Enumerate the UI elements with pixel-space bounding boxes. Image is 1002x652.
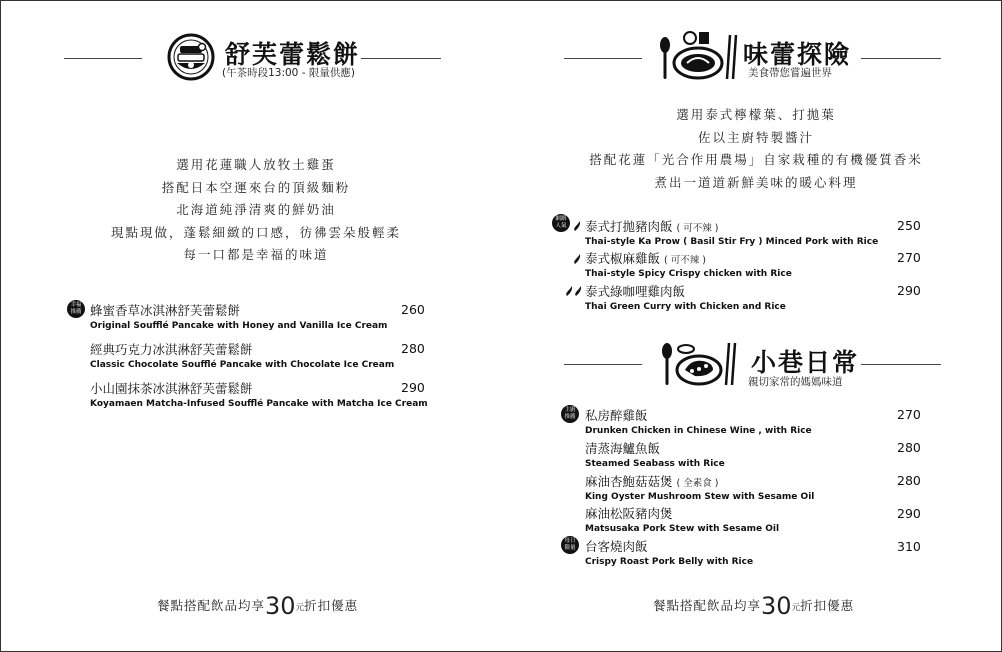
item-name-zh: 私房醉雞飯 <box>585 408 648 423</box>
left-header-rule-right <box>361 58 441 59</box>
menu-item <box>90 340 394 370</box>
happiness-recommend-badge: 幸福 推薦 <box>67 300 85 318</box>
item-name-en: Steamed Seabass with Rice <box>585 459 725 469</box>
menu-item <box>585 249 792 279</box>
item-price: 250 <box>897 218 921 233</box>
item-price: 280 <box>897 473 921 488</box>
menu-item <box>90 379 428 409</box>
popular-online-badge: 網路 人氣 <box>552 214 570 232</box>
intro-line: 搭配日本空運來台的頂級麵粉 <box>161 179 351 195</box>
item-name-en: Thai Green Curry with Chicken and Rice <box>585 302 786 312</box>
item-name-zh: 泰式打拋豬肉飯 <box>585 219 673 234</box>
menu-item <box>585 537 753 567</box>
left-section-title: 舒芙蕾鬆餅 <box>225 40 361 69</box>
alley-section-subtitle: 親切家常的媽媽味道 <box>748 376 843 388</box>
intro-line: 搭配花蓮「光合作用農場」自家栽種的有機優質香米 <box>589 152 923 167</box>
left-header-rule-left <box>64 58 142 59</box>
item-name-zh: 台客燒肉飯 <box>585 539 648 554</box>
item-name-zh: 泰式綠咖哩雞肉飯 <box>585 284 686 299</box>
menu-item <box>585 282 786 312</box>
item-note: ( 可不辣 ) <box>676 223 719 234</box>
item-name-en: Koyamaen Matcha-Infused Soufflé Pancake with Matcha Ice Cream <box>90 399 428 409</box>
item-name-en: Thai-style Spicy Crispy chicken with Rice <box>585 269 792 279</box>
item-name-zh: 蜂蜜香草冰淇淋舒芙蕾鬆餅 <box>90 303 241 318</box>
menu-item <box>585 217 878 247</box>
item-name-zh: 麻油松阪豬肉煲 <box>585 506 673 521</box>
left-intro <box>91 154 421 267</box>
item-name-zh: 經典巧克力冰淇淋舒芙蕾鬆餅 <box>90 342 253 357</box>
chili-pepper-icon <box>572 250 582 269</box>
item-name-en: Drunken Chicken in Chinese Wine , with Rice <box>585 426 812 436</box>
thai-intro <box>586 104 926 194</box>
item-name-en: Classic Chocolate Soufflé Pancake with Chocolate Ice Cream <box>90 360 395 370</box>
item-price: 290 <box>897 283 921 298</box>
daily-limited-badge: 每日 限量 <box>561 536 579 554</box>
pancake-bowl-icon <box>166 33 216 81</box>
intro-line: 北海道純淨清爽的鮮奶油 <box>176 202 336 217</box>
item-name-zh: 麻油杏鮑菇菇煲 <box>585 474 673 489</box>
item-name-en: Crispy Roast Pork Belly with Rice <box>585 557 754 567</box>
chef-recommend-badge: 主廚 推薦 <box>561 405 579 423</box>
intro-line: 選用泰式檸檬葉、打拋葉 <box>676 107 836 122</box>
item-price: 270 <box>897 250 921 265</box>
item-name-en: Original Soufflé Pancake with Honey and Vanilla Ice Cream <box>90 321 388 331</box>
thai-section-title: 味蕾探險 <box>743 40 852 69</box>
alley-header-rule-left <box>564 364 642 365</box>
item-name-zh: 小山園抹茶冰淇淋舒芙蕾鬆餅 <box>90 381 253 396</box>
alley-header-rule-right <box>861 364 941 365</box>
right-footer-note: 餐點搭配飲品均享30元折扣優惠 <box>653 592 855 620</box>
thai-header-rule-left <box>564 58 642 59</box>
chili-pepper-icon <box>573 282 583 301</box>
menu-item <box>585 504 779 534</box>
intro-line: 煮出一道道新鮮美味的暖心料理 <box>654 174 858 190</box>
intro-line: 佐以主廚特製醬汁 <box>697 129 814 145</box>
thai-dish-icon <box>657 29 741 81</box>
item-note: ( 全素食 ) <box>676 478 719 489</box>
alley-section-title: 小巷日常 <box>751 348 860 377</box>
thai-header-rule-right <box>861 58 941 59</box>
menu-item <box>90 301 387 331</box>
item-name-en: Thai-style Ka Prow ( Basil Stir Fry ) Minced Pork with Rice <box>585 237 879 247</box>
chili-pepper-icon <box>572 217 582 236</box>
item-name-en: Matsusaka Pork Stew with Sesame Oil <box>585 524 780 534</box>
intro-line: 每一口都是幸福的味道 <box>183 247 329 262</box>
menu-item <box>585 439 725 469</box>
menu-item <box>585 406 812 436</box>
thai-section-subtitle: 美食帶您嘗遍世界 <box>748 67 832 79</box>
item-price: 260 <box>401 302 425 317</box>
menu-item <box>585 472 814 502</box>
left-footer-note: 餐點搭配飲品均享30元折扣優惠 <box>157 592 359 620</box>
intro-line: 現點現做，蓬鬆細緻的口感，彷彿雲朵般輕柔 <box>110 224 401 240</box>
item-price: 280 <box>897 440 921 455</box>
item-price: 290 <box>401 380 425 395</box>
item-name-en: King Oyster Mushroom Stew with Sesame Oil <box>585 492 815 502</box>
item-price: 310 <box>897 539 921 554</box>
item-price: 280 <box>401 341 425 356</box>
item-note: ( 可不辣 ) <box>664 255 706 266</box>
left-section-subtitle: (午茶時段13:00 - 限量供應) <box>222 67 355 79</box>
rice-plate-icon <box>659 339 745 387</box>
item-name-zh: 泰式椒麻雞飯 <box>585 251 661 266</box>
item-price: 270 <box>897 407 921 422</box>
item-name-zh: 清蒸海鱸魚飯 <box>585 441 661 456</box>
intro-line: 選用花蓮職人放牧土雞蛋 <box>176 157 336 172</box>
item-price: 290 <box>897 506 921 521</box>
